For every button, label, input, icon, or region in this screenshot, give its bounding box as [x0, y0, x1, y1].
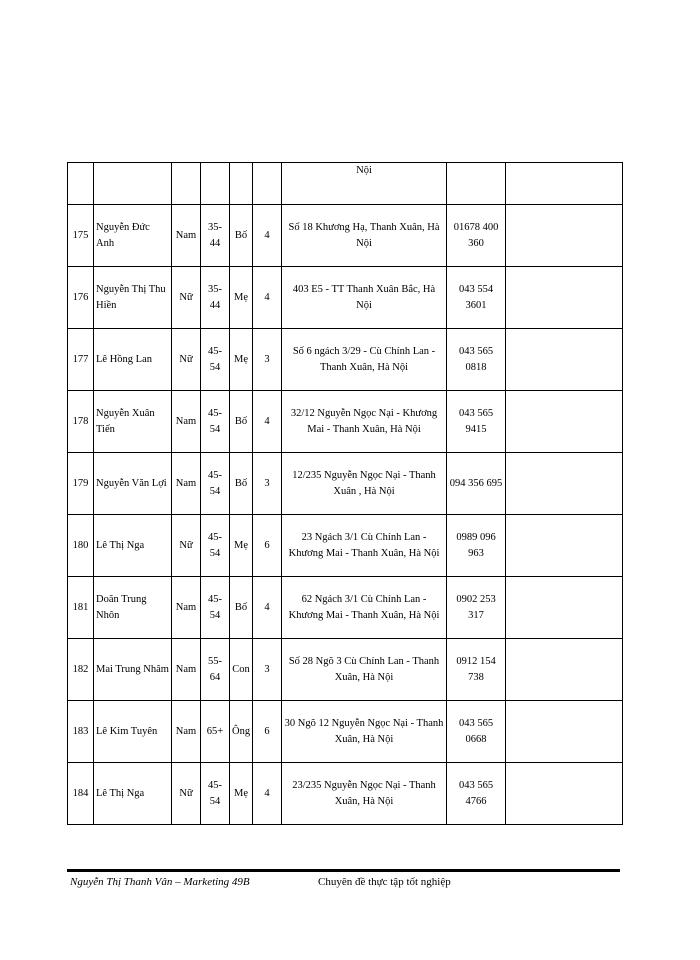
phone-cell: 043 554 3601 — [447, 267, 506, 329]
phone-cell: 094 356 695 — [447, 453, 506, 515]
table-cell — [447, 163, 506, 205]
phone-cell: 043 565 9415 — [447, 391, 506, 453]
table-row — [68, 763, 623, 825]
notes-cell — [506, 205, 623, 267]
name-cell: Lê Hồng Lan — [94, 329, 172, 391]
role-cell: Mẹ — [230, 329, 253, 391]
phone-cell: 0912 154 738 — [447, 639, 506, 701]
role-cell: Mẹ — [230, 515, 253, 577]
gender-cell: Nam — [172, 701, 201, 763]
table-cell — [172, 163, 201, 205]
notes-cell — [506, 515, 623, 577]
stt-cell: 177 — [68, 329, 94, 391]
notes-cell — [506, 453, 623, 515]
address-cell: 23/235 Nguyễn Ngọc Nại - Thanh Xuân, Hà Nội — [282, 763, 447, 825]
address-cell: 62 Ngách 3/1 Cù Chính Lan - Khương Mai - Thanh Xuân, Hà Nội — [282, 577, 447, 639]
stt-cell: 179 — [68, 453, 94, 515]
role-cell: Ông — [230, 701, 253, 763]
age-cell: 45-54 — [201, 577, 230, 639]
age-cell: 45-54 — [201, 515, 230, 577]
notes-cell — [506, 577, 623, 639]
name-cell: Doãn Trung Nhôn — [94, 577, 172, 639]
address-cell: 403 E5 - TT Thanh Xuân Bắc, Hà Nội — [282, 267, 447, 329]
members-cell: 4 — [253, 391, 282, 453]
stt-cell: 183 — [68, 701, 94, 763]
gender-cell: Nam — [172, 577, 201, 639]
name-cell: Mai Trung Nhâm — [94, 639, 172, 701]
table-cell — [68, 163, 94, 205]
table-row — [68, 329, 623, 391]
notes-cell — [506, 267, 623, 329]
members-cell: 4 — [253, 577, 282, 639]
role-cell: Bố — [230, 391, 253, 453]
name-cell: Lê Thị Nga — [94, 515, 172, 577]
members-cell: 4 — [253, 267, 282, 329]
phone-cell: 0989 096 963 — [447, 515, 506, 577]
table-row — [68, 577, 623, 639]
members-cell: 6 — [253, 701, 282, 763]
age-cell: 35-44 — [201, 205, 230, 267]
address-cell: 32/12 Nguyễn Ngọc Nại - Khương Mai - Thanh Xuân, Hà Nội — [282, 391, 447, 453]
gender-cell: Nữ — [172, 329, 201, 391]
phone-cell: 043 565 0818 — [447, 329, 506, 391]
gender-cell: Nam — [172, 391, 201, 453]
age-cell: 45-54 — [201, 329, 230, 391]
table-row — [68, 267, 623, 329]
address-cell: Số 18 Khương Hạ, Thanh Xuân, Hà Nội — [282, 205, 447, 267]
table-row — [68, 391, 623, 453]
role-cell: Mẹ — [230, 763, 253, 825]
table-cell — [253, 163, 282, 205]
stt-cell: 181 — [68, 577, 94, 639]
table-cell — [201, 163, 230, 205]
table-row — [68, 639, 623, 701]
table-row — [68, 453, 623, 515]
footer-author: Nguyễn Thị Thanh Vân – Marketing 49B — [70, 876, 250, 888]
table-row — [68, 701, 623, 763]
table-cell — [94, 163, 172, 205]
gender-cell: Nam — [172, 639, 201, 701]
name-cell: Lê Thị Nga — [94, 763, 172, 825]
gender-cell: Nam — [172, 453, 201, 515]
members-cell: 3 — [253, 639, 282, 701]
name-cell: Nguyễn Văn Lợi — [94, 453, 172, 515]
gender-cell: Nữ — [172, 267, 201, 329]
role-cell: Bố — [230, 205, 253, 267]
survey-table — [67, 162, 623, 825]
table-row — [68, 205, 623, 267]
table-cell — [230, 163, 253, 205]
stt-cell: 182 — [68, 639, 94, 701]
notes-cell — [506, 391, 623, 453]
role-cell: Bố — [230, 577, 253, 639]
gender-cell: Nữ — [172, 515, 201, 577]
age-cell: 45-54 — [201, 763, 230, 825]
notes-cell — [506, 763, 623, 825]
stt-cell: 176 — [68, 267, 94, 329]
phone-cell: 01678 400 360 — [447, 205, 506, 267]
gender-cell: Nữ — [172, 763, 201, 825]
name-cell: Nguyễn Xuân Tiến — [94, 391, 172, 453]
gender-cell: Nam — [172, 205, 201, 267]
age-cell: 55-64 — [201, 639, 230, 701]
stt-cell: 175 — [68, 205, 94, 267]
continuation-row — [68, 163, 623, 205]
footer-rule — [67, 869, 620, 872]
notes-cell — [506, 701, 623, 763]
role-cell: Mẹ — [230, 267, 253, 329]
name-cell: Nguyễn Đức Anh — [94, 205, 172, 267]
address-cell: 12/235 Nguyễn Ngọc Nại - Thanh Xuân , Hà Nội — [282, 453, 447, 515]
phone-cell: 0902 253 317 — [447, 577, 506, 639]
notes-cell — [506, 329, 623, 391]
name-cell: Lê Kim Tuyên — [94, 701, 172, 763]
stt-cell: 178 — [68, 391, 94, 453]
address-cell: 23 Ngách 3/1 Cù Chính Lan - Khương Mai - Thanh Xuân, Hà Nội — [282, 515, 447, 577]
stt-cell: 184 — [68, 763, 94, 825]
role-cell: Bố — [230, 453, 253, 515]
stt-cell: 180 — [68, 515, 94, 577]
age-cell: 45-54 — [201, 391, 230, 453]
phone-cell: 043 565 4766 — [447, 763, 506, 825]
members-cell: 6 — [253, 515, 282, 577]
address-cell: Số 6 ngách 3/29 - Cù Chính Lan - Thanh Xuân, Hà Nội — [282, 329, 447, 391]
members-cell: 4 — [253, 763, 282, 825]
age-cell: 45-54 — [201, 453, 230, 515]
table-row — [68, 515, 623, 577]
address-cell: 30 Ngõ 12 Nguyễn Ngọc Nại - Thanh Xuân, Hà Nội — [282, 701, 447, 763]
address-cell: Số 28 Ngõ 3 Cù Chính Lan - Thanh Xuân, Hà Nội — [282, 639, 447, 701]
members-cell: 4 — [253, 205, 282, 267]
phone-cell: 043 565 0668 — [447, 701, 506, 763]
members-cell: 3 — [253, 453, 282, 515]
age-cell: 35-44 — [201, 267, 230, 329]
name-cell: Nguyễn Thị Thu Hiền — [94, 267, 172, 329]
table-cell — [506, 163, 623, 205]
footer-subject: Chuyên đề thực tập tốt nghiệp — [318, 876, 451, 888]
role-cell: Con — [230, 639, 253, 701]
members-cell: 3 — [253, 329, 282, 391]
age-cell: 65+ — [201, 701, 230, 763]
address-cell: Nội — [282, 163, 447, 205]
notes-cell — [506, 639, 623, 701]
